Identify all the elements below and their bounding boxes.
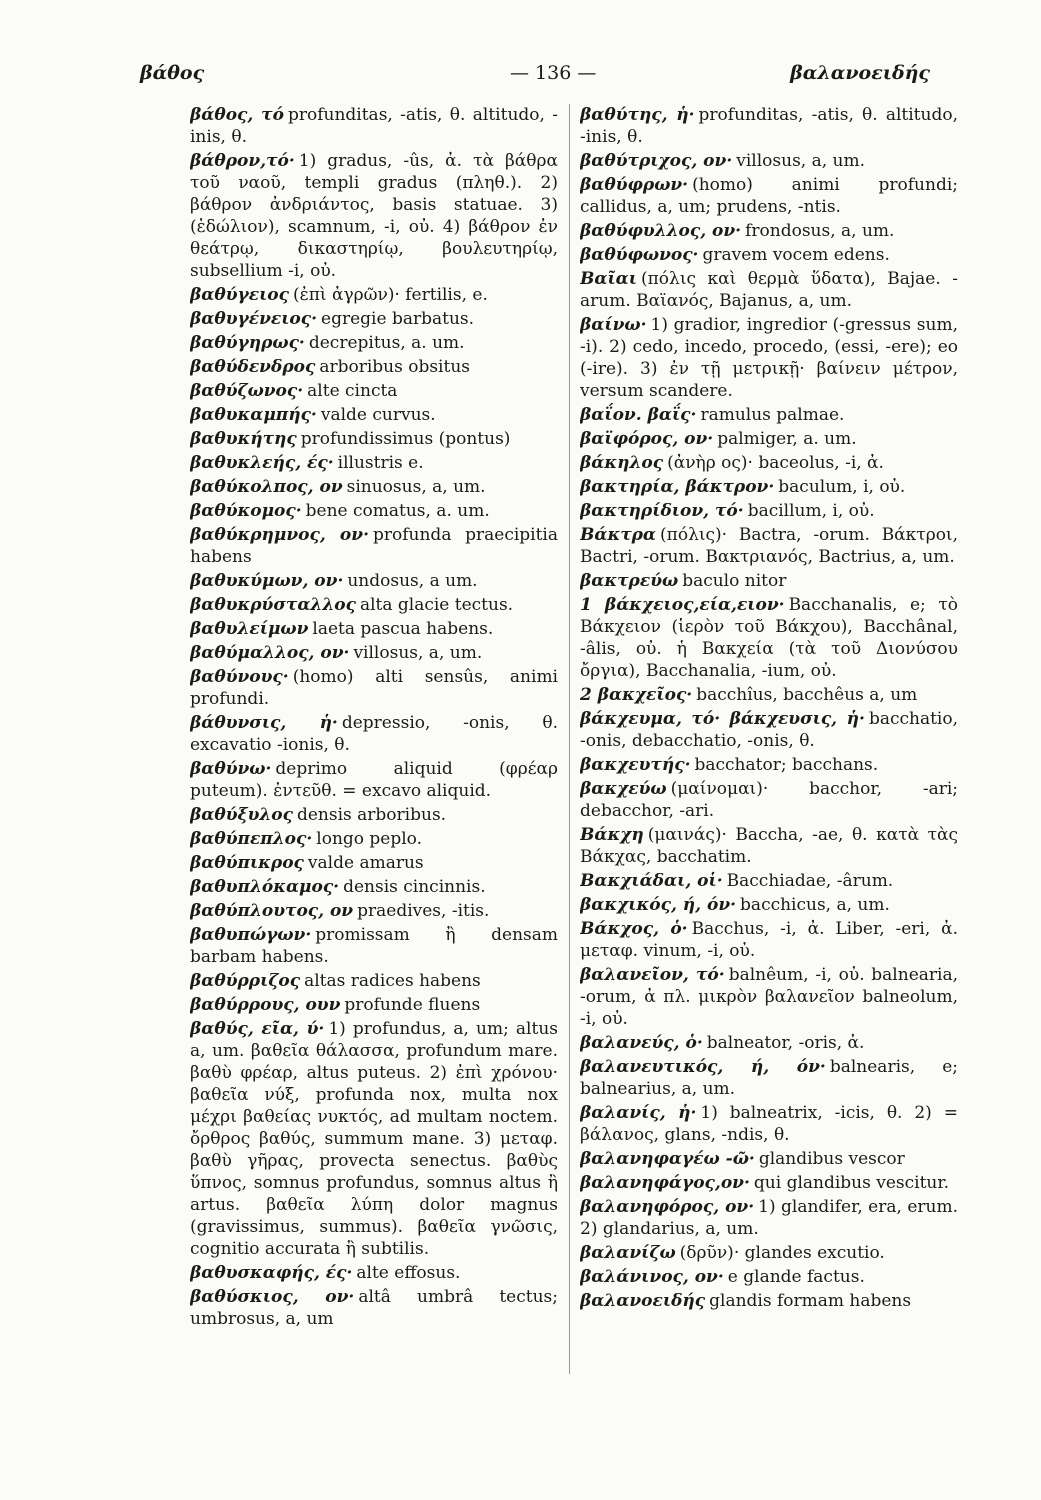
entry-definition: glandibus vescor xyxy=(758,1149,905,1169)
entry-headword: βαθύπλουτος, ον xyxy=(190,901,354,921)
entry-definition: balnearis, e; balnearius, a, um. xyxy=(580,1057,958,1099)
entry-definition: balneator, -oris, ἀ. xyxy=(706,1033,865,1053)
entry-headword: βαθύπεπλος· xyxy=(190,829,313,849)
dictionary-entry xyxy=(580,314,958,402)
dictionary-entry xyxy=(580,754,958,776)
entry-definition: gravem vocem edens. xyxy=(702,245,890,265)
entry-headword: βαθύτης, ἡ· xyxy=(580,105,695,125)
entry-definition: Bacchanalis, e; τὸ Βάκχειον (ἱερὸν τοῦ Βάκχου), Bacchânal, -âlis, οὐ. ἡ Βακχεία (τὰ τοῦ Διονύσου ὄργια), Bacchanalia, -ium, οὐ. xyxy=(580,595,958,681)
entry-headword: βαϊφόρος, ον· xyxy=(580,429,714,449)
dictionary-entry xyxy=(580,708,958,752)
dictionary-entry xyxy=(580,594,958,682)
entry-headword: βαθύτριχος, ον· xyxy=(580,151,733,171)
entry-definition: decrepitus, a. um. xyxy=(308,333,465,353)
entry-headword: βαλανηφαγέω -ῶ· xyxy=(580,1149,755,1169)
dictionary-entry xyxy=(580,1102,958,1146)
entry-definition: 1) gradior, ingredior (-gressus sum, -i). 2) cedo, incedo, procedo, (essi, -ere); eo (-ire). 3) ἐν τῇ μετρικῇ· βαίνειν μέτρον, versum scandere. xyxy=(580,315,958,401)
dictionary-entry xyxy=(580,150,958,172)
entry-definition: 1) glandifer, era, erum. 2) glandarius, a, um. xyxy=(580,1197,958,1239)
entry-definition: longo peplo. xyxy=(316,829,423,849)
dictionary-entry xyxy=(190,104,558,148)
dictionary-entry xyxy=(190,332,558,354)
running-head-right: βαλανοειδής xyxy=(790,62,930,84)
entry-headword: βακτηρίδιον, τό· xyxy=(580,501,744,521)
entry-definition: bene comatus, a. um. xyxy=(305,501,490,521)
dictionary-entry xyxy=(190,852,558,874)
entry-headword: Βαῖαι xyxy=(580,269,637,289)
dictionary-entry xyxy=(190,900,558,922)
dictionary-entry xyxy=(190,356,558,378)
entry-headword: βαθύγηρως· xyxy=(190,333,305,353)
entry-headword: βαθύδενδρος xyxy=(190,357,316,377)
page-number: — 136 — xyxy=(510,62,597,84)
dictionary-entry xyxy=(190,380,558,402)
entry-headword: βαλανηφάγος,ον· xyxy=(580,1173,750,1193)
dictionary-entry xyxy=(190,1262,558,1284)
dictionary-entry xyxy=(580,1148,958,1170)
entry-definition: Bacchiadae, -ârum. xyxy=(726,871,894,891)
entry-definition: (πόλις καὶ θερμὰ ὕδατα), Bajae. -arum. Βαϊανός, Bajanus, a, um. xyxy=(580,269,958,311)
entry-definition: arboribus obsitus xyxy=(319,357,470,377)
dictionary-entry xyxy=(190,924,558,968)
dictionary-entry xyxy=(190,828,558,850)
entry-headword: 2 βακχεῖος· xyxy=(580,685,693,705)
entry-definition: sinuosus, a, um. xyxy=(346,477,486,497)
dictionary-entry xyxy=(580,500,958,522)
entry-definition: balnêum, -i, οὐ. balnearia, -orum, ἀ πλ. μικρὸν βαλανεῖον balneolum, -i, οὐ. xyxy=(580,965,958,1029)
dictionary-entry xyxy=(580,918,958,962)
dictionary-entry xyxy=(190,284,558,306)
dictionary-entry xyxy=(190,404,558,426)
entry-headword: βαθύζωνος· xyxy=(190,381,304,401)
dictionary-entry xyxy=(190,804,558,826)
entry-definition: densis cincinnis. xyxy=(343,877,486,897)
entry-definition: profunditas, -atis, θ. altitudo, -inis, θ. xyxy=(190,105,558,147)
dictionary-entry xyxy=(190,594,558,616)
dictionary-entry xyxy=(580,1196,958,1240)
entry-headword: βάκχευμα, τό· βάκχευσις, ἡ· xyxy=(580,709,865,729)
entry-headword: βαθυπώγων· xyxy=(190,925,312,945)
entry-headword: βαθύμαλλος, ον· xyxy=(190,643,350,663)
entry-headword: βαθύνους· xyxy=(190,667,289,687)
entry-definition: 1) profundus, a, um; altus a, um. βαθεῖα θάλασσα, profundum mare. βαθὺ φρέαρ, altus puteus. 2) ἐπὶ χρόνου· βαθεῖα νύξ, profunda nox, multa nox μέχρι βαθείας νυκτός, ad multam noctem. ὄρθρος βαθύς, summum mane. 3) μεταφ. βαθὺ γῆρας, provecta senectus. βαθὺς ὕπνος, somnus profundus, somnus altus ἢ artus. βαθεῖα λύπη dolor magnus (gravissimus, summus). βαθεῖα γνῶσις, cognitio accurata ἢ subtilis. xyxy=(190,1019,558,1259)
entry-definition: (homo) alti sensûs, animi profundi. xyxy=(190,667,558,709)
entry-definition: qui glandibus vescitur. xyxy=(753,1173,950,1193)
entry-headword: βαλάνινος, ον· xyxy=(580,1267,724,1287)
entry-headword: βαθύφρων· xyxy=(580,175,689,195)
entry-headword: βαθύρρους, ουν xyxy=(190,995,341,1015)
entry-definition: 1) gradus, -ûs, ἀ. τὰ βάθρα τοῦ ναοῦ, templi gradus (πληθ.). 2) βάθρον ἀνδριάντος, basis statuae. 3) (ἑδώλιον), scamnum, -i, οὐ. 4) βάθρον ἐν θεάτρῳ, δικαστηρίῳ, βουλευτηρίῳ, subsellium -i, οὐ. xyxy=(190,151,558,281)
entry-headword: βαθυγένειος· xyxy=(190,309,318,329)
entry-definition: frondosus, a, um. xyxy=(745,221,895,241)
entry-definition: bacillum, i, οὐ. xyxy=(747,501,875,521)
column-divider xyxy=(569,104,570,1374)
dictionary-entry xyxy=(580,570,958,592)
entry-headword: βακτρεύω xyxy=(580,571,679,591)
entry-definition: bacchatio, -onis, debacchatio, -onis, θ. xyxy=(580,709,958,751)
entry-definition: densis arboribus. xyxy=(296,805,447,825)
entry-headword: Βάκχη xyxy=(580,825,644,845)
entry-definition: egregie barbatus. xyxy=(321,309,475,329)
entry-headword: βαθυκαμπής· xyxy=(190,405,317,425)
dictionary-entry xyxy=(190,452,558,474)
entry-headword: Βακχιάδαι, οἱ· xyxy=(580,871,723,891)
entry-definition: palmiger, a. um. xyxy=(717,429,857,449)
entry-definition: baculo nitor xyxy=(682,571,787,591)
entry-headword: βαλανίς, ἡ· xyxy=(580,1103,697,1123)
entry-headword: βαθύξυλος xyxy=(190,805,293,825)
entry-definition: e glande factus. xyxy=(727,1267,865,1287)
entry-headword: βαθύκρημνος, ον· xyxy=(190,525,369,545)
dictionary-entry xyxy=(580,1056,958,1100)
dictionary-entry xyxy=(580,1266,958,1288)
dictionary-entry xyxy=(190,476,558,498)
entry-definition: altâ umbrâ tectus; umbrosus, a, um xyxy=(190,1287,558,1329)
entry-headword: βαθυκήτης xyxy=(190,429,297,449)
entry-definition: (ἐπὶ ἀγρῶν)· fertilis, e. xyxy=(292,285,488,305)
dictionary-entry xyxy=(190,712,558,756)
entry-definition: (homo) animi profundi; callidus, a, um; prudens, -ntis. xyxy=(580,175,958,217)
entry-headword: βαΐον. βαΐς· xyxy=(580,405,697,425)
dictionary-entry xyxy=(190,758,558,802)
entry-definition: promissam ἢ densam barbam habens. xyxy=(190,925,558,967)
entry-headword: βαλανηφόρος, ον· xyxy=(580,1197,755,1217)
dictionary-entry xyxy=(190,1286,558,1330)
entry-definition: alta glacie tectus. xyxy=(359,595,514,615)
entry-headword: βάθυνσις, ἡ· xyxy=(190,713,338,733)
entry-headword: βαλανοειδής xyxy=(580,1291,706,1311)
entry-definition: bacchicus, a, um. xyxy=(740,895,890,915)
entry-headword: βαλανευτικός, ή, όν· xyxy=(580,1057,826,1077)
entry-headword: βαθύς, εῖα, ύ· xyxy=(190,1019,325,1039)
dictionary-entry xyxy=(190,642,558,664)
entry-definition: profunde fluens xyxy=(344,995,481,1015)
entry-headword: βάκηλος xyxy=(580,453,664,473)
dictionary-entry xyxy=(580,244,958,266)
entry-definition: (μαίνομαι)· bacchor, -ari; debacchor, -ari. xyxy=(580,779,958,821)
entry-definition: villosus, a, um. xyxy=(353,643,483,663)
entry-definition: ramulus palmae. xyxy=(700,405,845,425)
dictionary-entry xyxy=(190,994,558,1016)
entry-headword: βαλανίζω xyxy=(580,1243,676,1263)
dictionary-entry xyxy=(580,1032,958,1054)
entry-headword: βαθύφωνος· xyxy=(580,245,699,265)
dictionary-entry xyxy=(190,500,558,522)
entry-definition: baculum, i, οὐ. xyxy=(778,477,906,497)
entry-definition: depressio, -onis, θ. excavatio -ionis, θ. xyxy=(190,713,558,755)
entry-definition: Bacchus, -i, ἀ. Liber, -eri, ἀ. μεταφ. vinum, -i, οὐ. xyxy=(580,919,958,961)
entry-headword: βαλανεύς, ὁ· xyxy=(580,1033,703,1053)
dictionary-entry xyxy=(580,220,958,242)
entry-headword: βαθύκολπος, ον xyxy=(190,477,343,497)
entry-headword: βαθυκλεής, ές· xyxy=(190,453,334,473)
dictionary-entry xyxy=(580,174,958,218)
entry-definition: alte effosus. xyxy=(356,1263,461,1283)
entry-headword: βαθύπικρος xyxy=(190,853,304,873)
entry-definition: profunda praecipitia habens xyxy=(190,525,558,567)
entry-definition: (πόλις)· Bactra, -orum. Βάκτροι, Bactri, -orum. Βακτριανός, Bactrius, a, um. xyxy=(580,525,958,567)
entry-definition: (ἀνὴρ ος)· baceolus, -i, ἀ. xyxy=(667,453,884,473)
entry-headword: βαθυκρύσταλλος xyxy=(190,595,356,615)
dictionary-entry xyxy=(190,666,558,710)
dictionary-entry xyxy=(580,778,958,822)
entry-headword: βαθύκομος· xyxy=(190,501,302,521)
entry-definition: valde curvus. xyxy=(320,405,436,425)
entry-headword: βάθρον,τό· xyxy=(190,151,295,171)
entry-headword: βαθύφυλλος, ον· xyxy=(580,221,742,241)
entry-definition: profundissimus (pontus) xyxy=(300,429,511,449)
entry-definition: undosus, a um. xyxy=(347,571,478,591)
running-head-left: βάθος xyxy=(140,62,205,84)
entry-headword: βαθύσκιος, ον· xyxy=(190,1287,355,1307)
entry-definition: bacchator; bacchans. xyxy=(694,755,879,775)
entry-headword: βαθύρριζος xyxy=(190,971,301,991)
dictionary-entry xyxy=(580,404,958,426)
dictionary-entry xyxy=(190,570,558,592)
entry-headword: βακχευτής· xyxy=(580,755,691,775)
entry-headword: 1 βάκχειος,εία,ειον· xyxy=(580,595,785,615)
dictionary-entry xyxy=(190,308,558,330)
dictionary-entry xyxy=(190,1018,558,1260)
entry-headword: βακχικός, ή, όν· xyxy=(580,895,737,915)
entry-definition: illustris e. xyxy=(337,453,424,473)
entry-headword: βαθυκύμων, ον· xyxy=(190,571,344,591)
entry-definition: (δρῦν)· glandes excutio. xyxy=(679,1243,885,1263)
dictionary-entry xyxy=(580,452,958,474)
dictionary-entry xyxy=(580,894,958,916)
entry-headword: Βάκτρα xyxy=(580,525,657,545)
entry-definition: (μαινάς)· Baccha, -ae, θ. κατὰ τὰς Βάκχας, bacchatim. xyxy=(580,825,958,867)
dictionary-entry xyxy=(580,268,958,312)
dictionary-entry xyxy=(580,1172,958,1194)
dictionary-entry xyxy=(580,428,958,450)
dictionary-entry xyxy=(580,104,958,148)
entry-definition: 1) balneatrix, -icis, θ. 2) = βάλανος, glans, -ndis, θ. xyxy=(580,1103,958,1145)
entry-headword: βαθυλείμων xyxy=(190,619,309,639)
dictionary-entry xyxy=(580,1242,958,1264)
dictionary-entry xyxy=(190,524,558,568)
dictionary-entry xyxy=(190,428,558,450)
entry-headword: βαθύνω· xyxy=(190,759,272,779)
dictionary-entry xyxy=(190,876,558,898)
entry-definition: villosus, a, um. xyxy=(736,151,866,171)
entry-definition: laeta pascua habens. xyxy=(312,619,494,639)
dictionary-entry xyxy=(580,684,958,706)
entry-headword: βαθυσκαφής, ές· xyxy=(190,1263,353,1283)
entry-headword: βάθος, τό xyxy=(190,105,284,125)
entry-definition: glandis formam habens xyxy=(709,1291,912,1311)
entry-definition: altas radices habens xyxy=(304,971,481,991)
dictionary-entry xyxy=(580,964,958,1030)
dictionary-entry xyxy=(580,476,958,498)
left-column xyxy=(190,104,558,1332)
entry-definition: deprimo aliquid (φρέαρ puteum). ἐντεῦθ. = excavo aliquid. xyxy=(190,759,558,801)
entry-headword: βαθυπλόκαμος· xyxy=(190,877,340,897)
entry-headword: βαλανεῖον, τό· xyxy=(580,965,725,985)
dictionary-entry xyxy=(580,524,958,568)
entry-definition: alte cincta xyxy=(307,381,398,401)
entry-headword: βακτηρία, βάκτρον· xyxy=(580,477,775,497)
page-header xyxy=(140,62,930,96)
dictionary-entry xyxy=(190,970,558,992)
dictionary-entry xyxy=(190,150,558,282)
entry-headword: βαθύγειος xyxy=(190,285,289,305)
entry-definition: bacchîus, bacchêus a, um xyxy=(696,685,918,705)
dictionary-entry xyxy=(580,824,958,868)
entry-definition: praedives, -itis. xyxy=(357,901,490,921)
entry-headword: Βάκχος, ὁ· xyxy=(580,919,688,939)
entry-headword: βακχεύω xyxy=(580,779,667,799)
entry-definition: profunditas, -atis, θ. altitudo, -inis, θ. xyxy=(580,105,958,147)
dictionary-entry xyxy=(190,618,558,640)
dictionary-entry xyxy=(580,1290,958,1312)
entry-headword: βαίνω· xyxy=(580,315,647,335)
right-column xyxy=(580,104,958,1314)
dictionary-entry xyxy=(580,870,958,892)
entry-definition: valde amarus xyxy=(307,853,424,873)
